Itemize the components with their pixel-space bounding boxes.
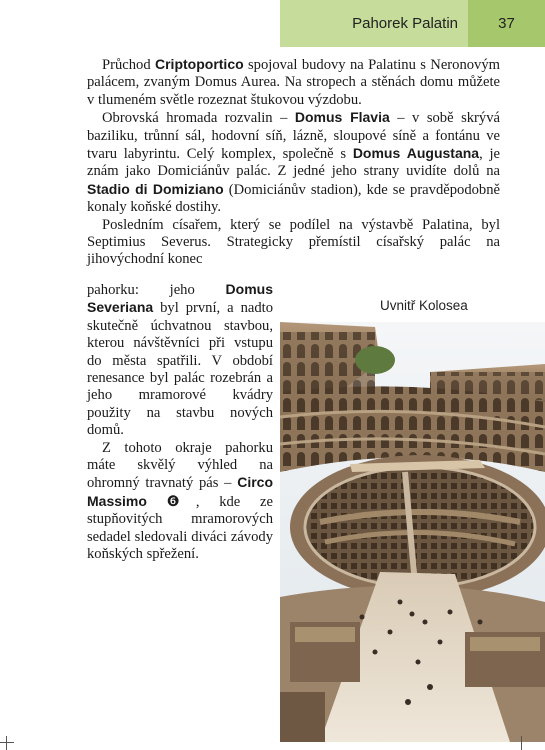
text-run: Z tohoto okraje pahorku máte skvělý výhled na ohromný travnatý pás – [87, 439, 273, 492]
term-domus-severiana: Domus Severiana [87, 281, 273, 316]
colosseum-illustration [280, 322, 545, 742]
text-run: Průchod [102, 57, 155, 73]
term-criptoportico: Criptoportico [155, 56, 244, 72]
text-run: Obrovská hromada rozvalin – [102, 110, 295, 127]
photo-caption: Uvnitř Kolosea [380, 298, 468, 313]
text-run: (Domiciánův stadion), kde se pravděpodobně konaly koňské dostihy. [87, 181, 500, 216]
text-run: byl první, a nadto skutečně úchvatnou stavbou, kterou návštěvníci při vstupu do města spatřili. V období renesance byl palác rozebrán a jeho mramorové kvádry použity na stavbu nových domů. [87, 300, 273, 439]
text-run: pahorku: jeho [87, 282, 226, 298]
body-text-narrow [87, 281, 273, 564]
page-number: 37 [468, 0, 545, 47]
body-text-wide [87, 56, 500, 269]
text-run: , kde ze stupňovitých mramorových sedadel sledovali diváci závody koňských spřežení. [87, 493, 273, 563]
running-header [280, 0, 545, 47]
paragraph-circo-massimo [87, 440, 273, 564]
paragraph-domus-severiana [87, 281, 273, 440]
term-circo-massimo: Circo Massimo [87, 474, 273, 509]
crop-mark [6, 736, 7, 750]
colosseum-photo [280, 322, 545, 742]
text-run: , je znám jako Domiciánův palác. Z jedné jeho strany uvidíte dolů na [87, 146, 501, 180]
paragraph-criptoportico [87, 56, 500, 109]
crop-mark [0, 742, 14, 743]
map-marker-icon: ❻ [166, 493, 196, 510]
section-title: Pahorek Palatin [280, 0, 468, 47]
term-domus-augustana: Domus Augustana [352, 145, 480, 162]
paragraph-domus-flavia [87, 109, 500, 216]
paragraph-septimius-severus [87, 217, 500, 269]
text-run: Posledním císařem, který se podílel na výstavbě Palatina, byl Septimius Severus. Strategicky přemístil císařský palác na jihovýchodní konec [87, 216, 500, 268]
crop-mark [521, 736, 522, 750]
text-run: – v sobě skrývá baziliku, trůnní sál, hodovní síň, lázně, sloupové síně a fontánu ve tvaru labyrintu. Celý komplex, společně s [87, 110, 500, 163]
term-stadio-di-domiziano: Stadio di Domiziano [87, 180, 224, 197]
text-run: spojoval budovy na Palatinu s Neronovým palácem, zvaným Domus Aurea. Na stropech a stěnách domu můžete v tlumeném světle rozeznat štukovou výzdobu. [87, 57, 500, 108]
term-domus-flavia: Domus Flavia [294, 109, 390, 126]
